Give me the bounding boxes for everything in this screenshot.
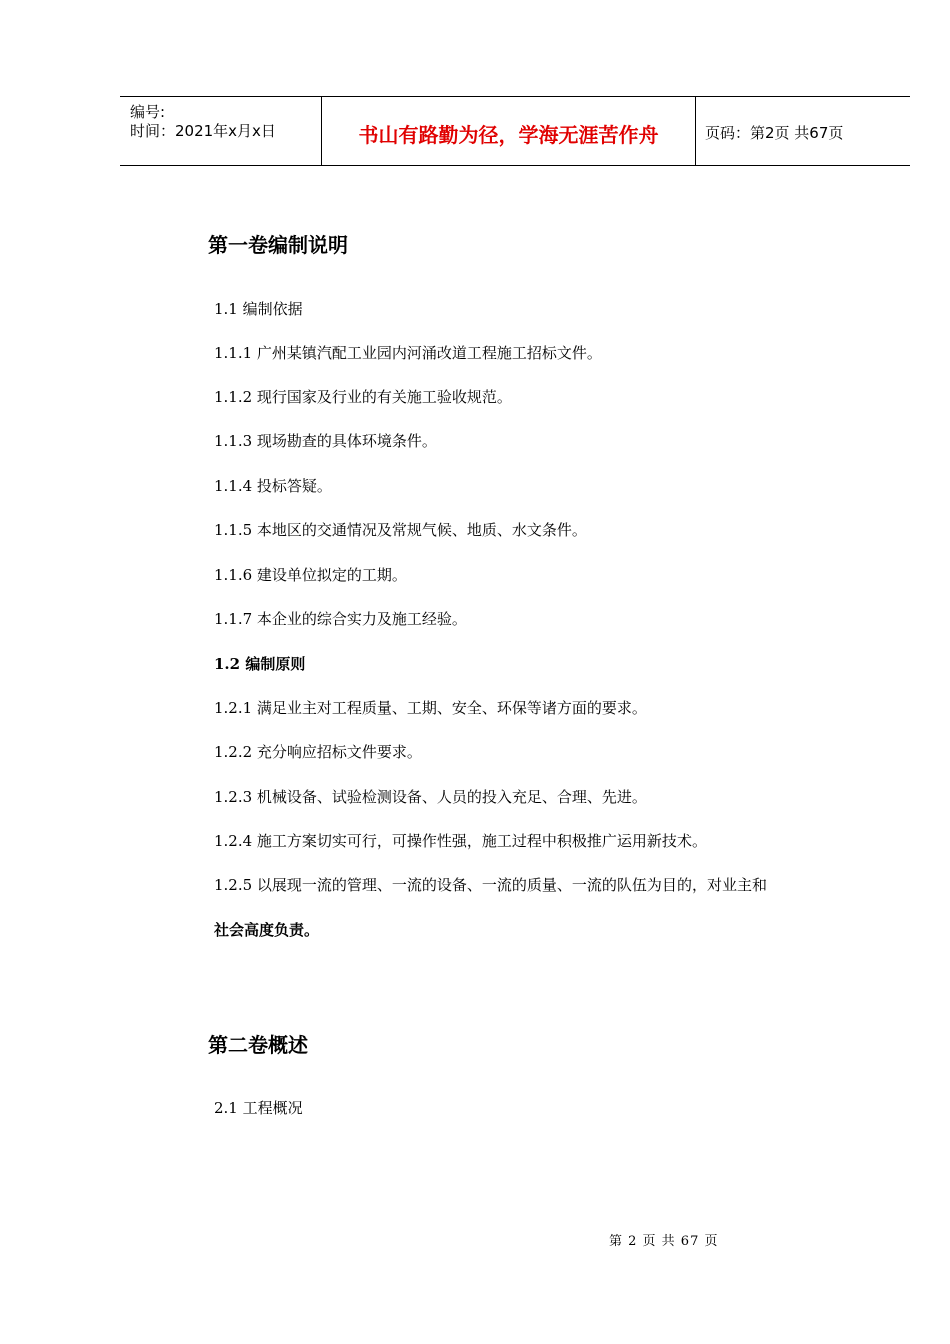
body-line: 1.2.2 充分响应招标文件要求。 [214,743,422,761]
document-number-label: 编号: [130,103,166,121]
body-line: 1.1.2 现行国家及行业的有关施工验收规范。 [214,388,512,406]
body-line: 1.1.4 投标答疑。 [214,477,332,495]
body-line: 社会高度负责。 [214,921,320,939]
body-line: 1.1 编制依据 [214,300,303,318]
header-meta-cell [120,97,320,165]
document-header [120,96,910,166]
header-page-cell [695,97,910,165]
subsection-heading: 1.2 编制原则 [214,655,306,673]
document-date: 时间：2021年x月x日 [130,122,276,140]
header-motto: 书山有路勤为径，学海无涯苦作舟 [358,123,659,147]
body-line: 1.2.1 满足业主对工程质量、工期、安全、环保等诸方面的要求。 [214,699,647,717]
body-line: 1.1.6 建设单位拟定的工期。 [214,566,407,584]
body-line: 1.2.4 施工方案切实可行，可操作性强，施工过程中积极推广运用新技术。 [214,832,707,850]
header-page-info: 页码：第2页 共67页 [705,124,844,142]
body-line: 1.1.5 本地区的交通情况及常规气候、地质、水文条件。 [214,521,587,539]
body-line: 1.1.3 现场勘查的具体环境条件。 [214,432,437,450]
section1-title: 第一卷编制说明 [208,233,348,257]
page-footer: 第 2 页 共 67 页 [609,1234,719,1249]
section2-title: 第二卷概述 [208,1033,308,1057]
body-line: 1.2.5 以展现一流的管理、一流的设备、一流的质量、一流的队伍为目的，对业主和 [214,876,767,894]
header-motto-cell [321,97,696,165]
body-line: 1.1.1 广州某镇汽配工业园内河涌改道工程施工招标文件。 [214,344,602,362]
body-line: 1.1.7 本企业的综合实力及施工经验。 [214,610,467,628]
body-line: 1.2.3 机械设备、试验检测设备、人员的投入充足、合理、先进。 [214,788,647,806]
body-line: 2.1 工程概况 [214,1099,303,1117]
